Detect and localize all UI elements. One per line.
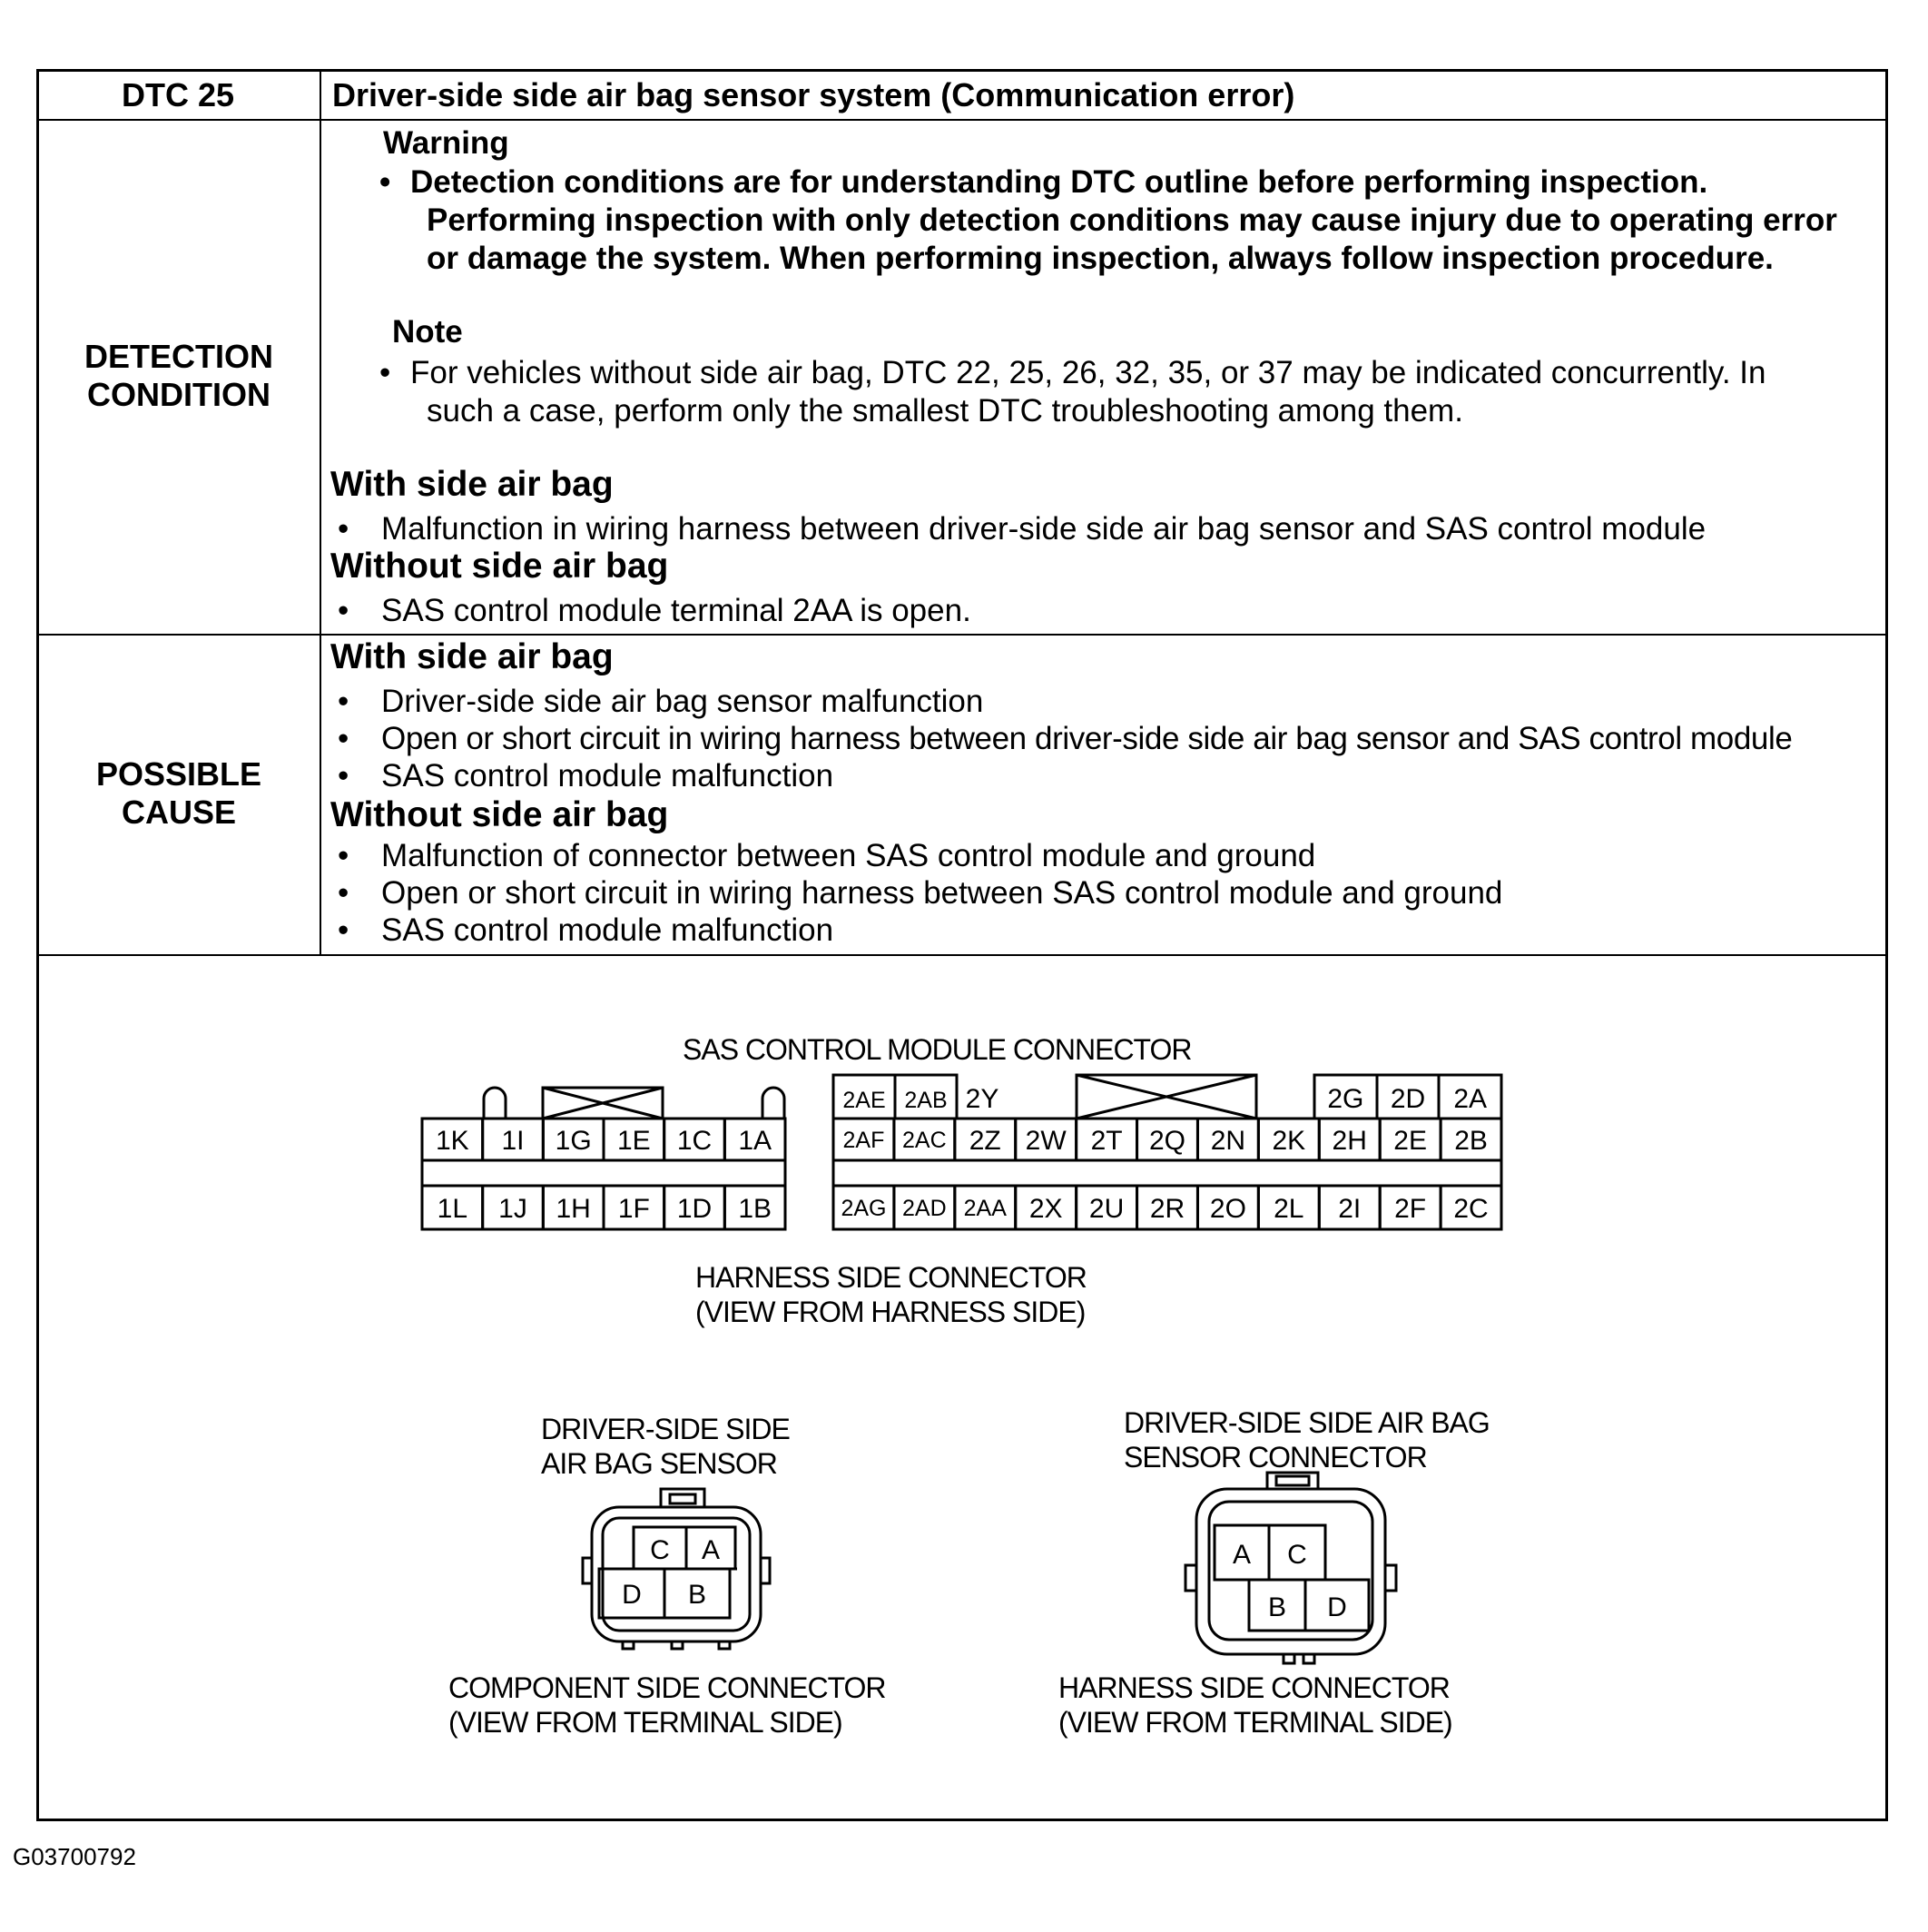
warning-title: Warning xyxy=(383,125,509,161)
pin-label: 2AB xyxy=(904,1088,948,1113)
pin-label: 1A xyxy=(738,1125,772,1156)
pin-label: 2AC xyxy=(902,1128,947,1153)
cause-item: • Driver-side side air bag sensor malfunction xyxy=(338,684,984,719)
pin-label: 2F xyxy=(1394,1193,1427,1224)
pin-label: C xyxy=(650,1535,670,1565)
harness-foot xyxy=(1303,1654,1314,1663)
pin-label: 2AA xyxy=(963,1196,1007,1221)
pin-label: 1I xyxy=(501,1125,525,1156)
pin-label: 2R xyxy=(1149,1193,1185,1224)
sas-caption-line: HARNESS SIDE CONNECTOR xyxy=(695,1261,1087,1294)
harness-foot xyxy=(1284,1654,1294,1663)
harness-title-line: DRIVER-SIDE SIDE AIR BAG xyxy=(1124,1406,1490,1439)
pin-label: 2U xyxy=(1088,1193,1125,1224)
pin-label: 2G xyxy=(1327,1084,1364,1114)
pin-label: 2N xyxy=(1210,1125,1246,1156)
pin-label: 1G xyxy=(555,1125,592,1156)
warning-line: Performing inspection with only detection conditions may cause injury due to operating error xyxy=(427,202,1837,238)
pin-label: 2I xyxy=(1338,1193,1362,1224)
pin-label: B xyxy=(687,1580,707,1610)
harness-pin-frame xyxy=(1249,1580,1369,1631)
pin-label: 2Y xyxy=(965,1084,999,1114)
detection-without-item: • SAS control module terminal 2AA is open. xyxy=(338,593,971,628)
pin-label: 1E xyxy=(616,1125,651,1156)
block1-divider-band xyxy=(422,1160,785,1186)
sensor-title-line: AIR BAG SENSOR xyxy=(541,1447,777,1480)
pin-label: 2Q xyxy=(1148,1125,1186,1156)
pin-label: 2B xyxy=(1454,1125,1488,1156)
pin-label: 1C xyxy=(676,1125,713,1156)
pin-label: D xyxy=(622,1580,642,1610)
sas-caption-line: (VIEW FROM HARNESS SIDE) xyxy=(695,1296,1086,1328)
sensor-foot xyxy=(672,1641,683,1649)
note-line: such a case, perform only the smallest DTC troubleshooting among them. xyxy=(427,393,1463,429)
detection-label-line: DETECTION xyxy=(84,338,273,375)
pin-label: 1B xyxy=(738,1193,772,1224)
harness-side-tab xyxy=(1385,1565,1396,1591)
note-line: • For vehicles without side air bag, DTC 22, 25, 26, 32, 35, or 37 may be indicated concurrently. In xyxy=(379,355,1766,390)
latch-icon xyxy=(484,1088,506,1119)
pin-label: 2E xyxy=(1393,1125,1427,1156)
pin-label: 2O xyxy=(1209,1193,1246,1224)
pin-label: 1J xyxy=(498,1193,527,1224)
sensor-connector-inner xyxy=(603,1518,750,1631)
pin-label: 2H xyxy=(1332,1125,1367,1156)
latch-icon xyxy=(762,1088,784,1119)
pin-label: 2D xyxy=(1390,1084,1426,1114)
pin-label: B xyxy=(1267,1592,1287,1622)
pin-label: 2C xyxy=(1453,1193,1489,1224)
detection-with-title: With side air bag xyxy=(330,465,614,504)
block2-divider-band xyxy=(833,1160,1501,1186)
cause-without-title: Without side air bag xyxy=(330,795,669,834)
pin-label: 2AD xyxy=(902,1196,947,1221)
dtc-title: Driver-side side air bag sensor system (Communication error) xyxy=(332,76,1295,113)
pin-label: A xyxy=(701,1535,721,1565)
cause-item: • SAS control module malfunction xyxy=(338,758,834,794)
detection-label-line: CONDITION xyxy=(87,376,271,413)
warning-line: or damage the system. When performing inspection, always follow inspection procedure. xyxy=(427,241,1774,276)
pin-label: 2K xyxy=(1272,1125,1306,1156)
pin-label: 2L xyxy=(1274,1193,1304,1224)
note-title: Note xyxy=(392,314,463,350)
cause-item: • Malfunction of connector between SAS control module and ground xyxy=(338,838,1316,873)
cause-item: • Open or short circuit in wiring harness between SAS control module and ground xyxy=(338,875,1503,911)
pin-label: 1H xyxy=(556,1193,591,1224)
sensor-foot xyxy=(719,1641,730,1649)
harness-connector-inner xyxy=(1209,1502,1372,1640)
sensor-pin-frame xyxy=(634,1527,735,1569)
sensor-side-tab xyxy=(761,1558,770,1583)
pin-label: 2AE xyxy=(842,1088,886,1113)
pin-label: 1K xyxy=(435,1125,469,1156)
pin-label: 2T xyxy=(1090,1125,1123,1156)
pin-label: 1D xyxy=(676,1193,713,1224)
pin-label: 1F xyxy=(617,1193,650,1224)
sensor-title-line: DRIVER-SIDE SIDE xyxy=(541,1413,790,1445)
pin-label: 2X xyxy=(1028,1193,1063,1224)
harness-title-line: SENSOR CONNECTOR xyxy=(1124,1441,1427,1474)
pin-label: A xyxy=(1232,1540,1252,1570)
sas-connector-title: SAS CONTROL MODULE CONNECTOR xyxy=(683,1033,1192,1066)
cause-item: • Open or short circuit in wiring harness between driver-side side air bag sensor and SAS control module xyxy=(338,721,1793,756)
pin-label: 2Z xyxy=(969,1125,1001,1156)
harness-caption-line: HARNESS SIDE CONNECTOR xyxy=(1058,1671,1450,1704)
cause-label-line: CAUSE xyxy=(121,794,237,831)
pin-label: 2W xyxy=(1025,1125,1067,1156)
harness-side-tab xyxy=(1185,1565,1196,1591)
cause-with-title: With side air bag xyxy=(330,637,614,676)
pin-label: D xyxy=(1327,1592,1347,1622)
figure-id: G03700792 xyxy=(13,1843,136,1870)
detection-with-item: • Malfunction in wiring harness between driver-side side air bag sensor and SAS control module xyxy=(338,511,1707,547)
pin-label: 2AF xyxy=(842,1128,885,1153)
sensor-caption-line: (VIEW FROM TERMINAL SIDE) xyxy=(448,1706,842,1739)
cause-item: • SAS control module malfunction xyxy=(338,912,834,948)
cause-label-line: POSSIBLE xyxy=(95,755,262,793)
warning-line: • Detection conditions are for understanding DTC outline before performing inspection. xyxy=(379,164,1708,200)
harness-caption-line: (VIEW FROM TERMINAL SIDE) xyxy=(1058,1706,1452,1739)
detection-without-title: Without side air bag xyxy=(330,547,669,586)
sensor-foot xyxy=(623,1641,634,1649)
pin-label: 2A xyxy=(1453,1084,1488,1114)
pin-label: C xyxy=(1287,1540,1307,1570)
sensor-caption-line: COMPONENT SIDE CONNECTOR xyxy=(448,1671,886,1704)
pin-label: 2AG xyxy=(841,1196,887,1221)
dtc-code: DTC 25 xyxy=(121,76,235,113)
sensor-side-tab xyxy=(583,1558,592,1583)
pin-label: 1L xyxy=(437,1193,468,1224)
